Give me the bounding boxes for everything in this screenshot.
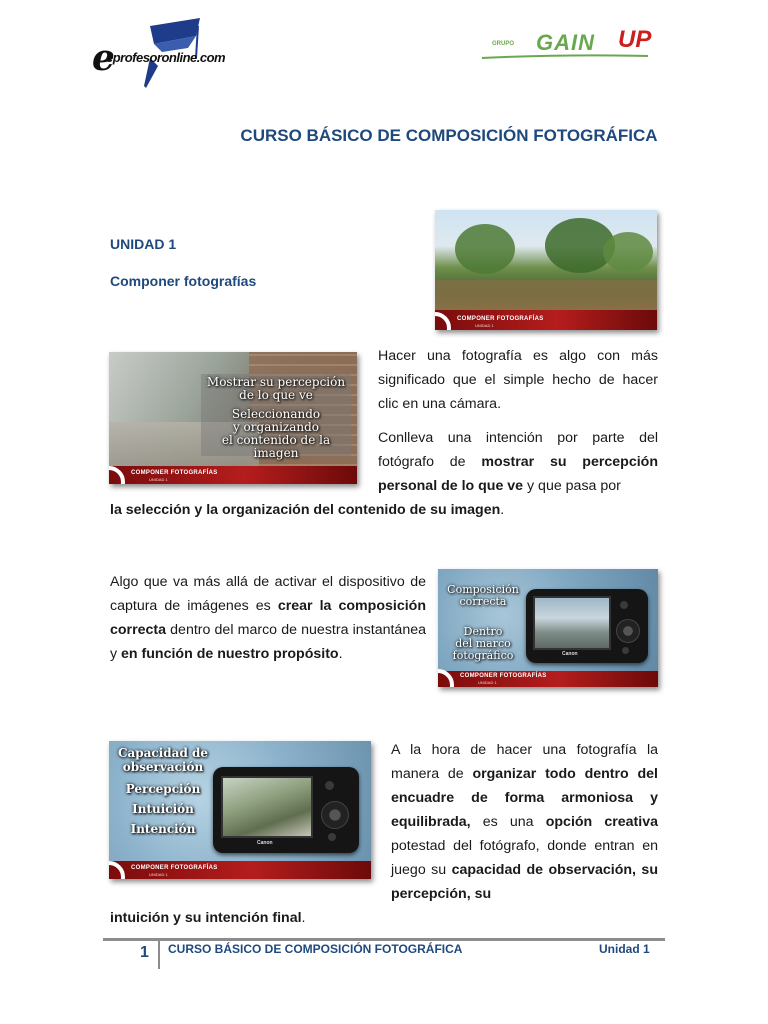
- camera-dial: [321, 801, 349, 829]
- overlay-line-1: Composición: [447, 583, 519, 596]
- path-percepcion-photo: [109, 352, 357, 484]
- camera-button: [620, 601, 628, 609]
- logo-right-accent: UP: [618, 26, 652, 53]
- unit-heading: UNIDAD 1: [110, 236, 177, 252]
- p2-text-e: .: [500, 502, 505, 518]
- p2-text-a: Conlleva una intención por parte del fotógrafo de: [378, 430, 658, 470]
- document-title: CURSO BÁSICO DE COMPOSICIÓN FOTOGRÁFICA: [240, 126, 658, 145]
- paragraph-4-continued: [110, 906, 658, 930]
- logo-right-prefix: GRUPO: [492, 41, 515, 47]
- p2-bold-d: la selección y la organización del contenido de su imagen: [110, 502, 501, 518]
- p4-text-e: potestad del fotógrafo, donde entran en juego su: [391, 838, 658, 878]
- caption-subtext: UNIDAD 1: [475, 323, 494, 328]
- eprofesoronline-logo: [92, 18, 226, 90]
- palm-trees-photo: [435, 210, 657, 330]
- p3-bold-d: en función de nuestro propósito: [121, 646, 339, 662]
- camera-body: [526, 589, 648, 663]
- page-number: 1: [140, 944, 149, 961]
- caption-subtext: UNIDAD 1: [149, 477, 168, 482]
- paragraph-4: [391, 738, 658, 906]
- camera-button: [325, 781, 334, 790]
- p2-text-c: y que pasa por: [523, 478, 621, 494]
- caption-subtext: UNIDAD 1: [149, 872, 168, 877]
- p3-text-c: dentro del marco de nuestra instantánea y: [110, 622, 426, 662]
- camera-brand: Canon: [257, 840, 273, 846]
- overlay-line-2: observación: [122, 760, 204, 774]
- paragraph-2-continued: [110, 498, 658, 522]
- overlay-line-1: Capacidad de: [117, 746, 209, 760]
- camera-screen: [533, 596, 611, 650]
- footer-vertical-divider: [158, 941, 160, 969]
- caption-subtext: UNIDAD 1: [478, 680, 497, 685]
- paragraph-1: Hacer una fotografía es algo con más significado que el simple hecho de hacer clic en una cámara.: [378, 348, 658, 412]
- overlay-line-2: correcta: [459, 595, 507, 608]
- section-heading: Componer fotografías: [110, 273, 257, 289]
- paragraph-3: [110, 570, 426, 666]
- caption-text: COMPONER FOTOGRAFÍAS: [131, 865, 218, 871]
- footer-title: CURSO BÁSICO DE COMPOSICIÓN FOTOGRÁFICA: [168, 942, 463, 956]
- camera-screen: [221, 776, 313, 838]
- footer-unit: Unidad 1: [599, 942, 650, 956]
- camera-dial: [616, 619, 640, 643]
- overlay-line-2: de lo que ve: [239, 388, 313, 402]
- overlay-line-5: Intención: [130, 822, 196, 836]
- caption-text: COMPONER FOTOGRAFÍAS: [457, 316, 544, 322]
- overlay-line-3: Dentro: [463, 625, 503, 638]
- overlay-line-4: Intuición: [132, 802, 194, 816]
- p2-bold-b: mostrar su percepción personal de lo que ve: [378, 454, 658, 494]
- gainup-logo: [478, 26, 670, 68]
- camera-brand: Canon: [562, 651, 578, 657]
- camera-button: [328, 833, 336, 841]
- p4-bold-f: capacidad de observación, su percepción, su: [391, 862, 658, 902]
- overlay-line-5: fotográfico: [452, 649, 514, 662]
- caption-text: COMPONER FOTOGRAFÍAS: [131, 470, 218, 476]
- overlay-line-3: Seleccionando: [231, 407, 321, 421]
- p4-bold-d: opción creativa: [545, 814, 658, 830]
- camera-observacion-photo: [109, 741, 371, 879]
- overlay-line-3: Percepción: [125, 782, 201, 796]
- overlay-line-1: Mostrar su percepción: [206, 375, 346, 389]
- p4-text-h: .: [301, 910, 306, 926]
- overlay-line-4: del marco: [455, 637, 511, 650]
- camera-body: [213, 767, 359, 853]
- p3-text-a: Algo que va más allá de activar el dispositivo de captura de imágenes es: [110, 574, 426, 614]
- p4-text-c: es una: [470, 814, 546, 830]
- svg-text:e: e: [92, 37, 115, 79]
- overlay-line-5: el contenido de la imagen: [221, 433, 331, 460]
- footer-divider: [103, 938, 665, 941]
- logo-left-text: eprofesoronline.com: [106, 50, 226, 65]
- camera-button: [622, 647, 629, 654]
- overlay-line-4: y organizando: [232, 420, 320, 434]
- p4-bold-b: organizar todo dentro del encuadre de forma armoniosa y equilibrada,: [391, 766, 658, 830]
- camera-composicion-photo: [438, 569, 658, 687]
- logo-right-main: GAIN: [536, 30, 595, 55]
- p4-bold-g: intuición y su intención final: [110, 910, 302, 926]
- p3-bold-b: crear la composición correcta: [110, 598, 426, 638]
- p4-text-a: A la hora de hacer una fotografía la manera de: [391, 742, 658, 782]
- p3-text-e: .: [338, 646, 343, 662]
- caption-text: COMPONER FOTOGRAFÍAS: [460, 673, 547, 679]
- paragraph-2: [378, 426, 658, 498]
